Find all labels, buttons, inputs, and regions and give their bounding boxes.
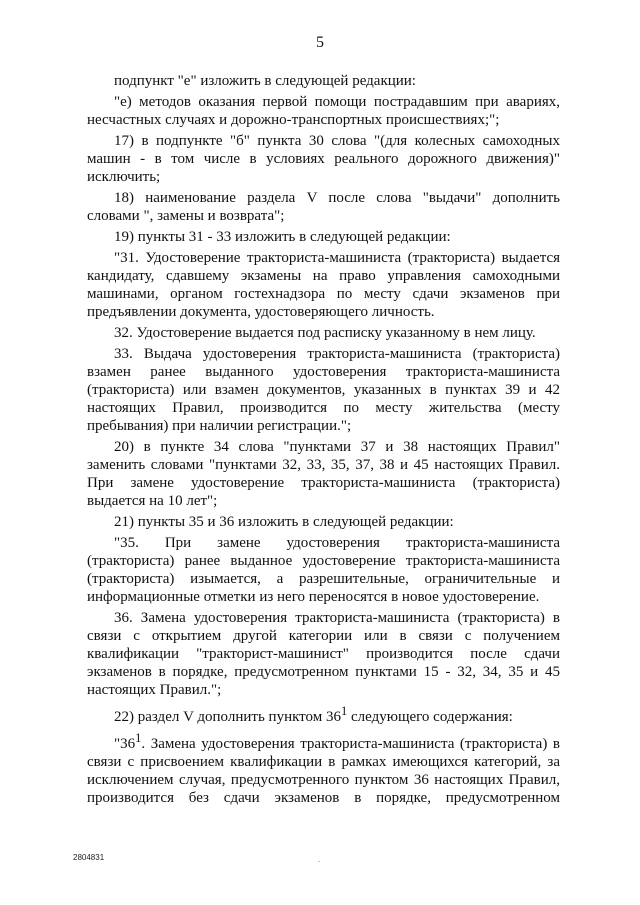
- paragraph-22: [87, 702, 560, 726]
- paragraph-36-1: [87, 729, 560, 807]
- paragraph: 33. Выдача удостоверения тракториста-машиниста (тракториста) взамен ранее выданного удостоверения тракториста-машиниста (тракториста) или взамен документов, указанных в пунктах 39 и 42 настоящих Правил, производится по месту жительства (месту пребывания) при наличии регистрации.";: [87, 346, 560, 434]
- paragraph: подпункт "е" изложить в следующей редакции:: [114, 73, 416, 89]
- paragraph-36-1-head: "36: [114, 736, 136, 752]
- paragraph: 19) пункты 31 - 33 изложить в следующей редакции:: [114, 229, 451, 245]
- paragraph-22-text: 22) раздел V дополнить пунктом 36: [114, 709, 341, 725]
- paragraph: 32. Удостоверение выдается под расписку указанному в нем лицу.: [114, 325, 536, 341]
- footer-mark: .: [318, 855, 320, 864]
- paragraph: "31. Удостоверение тракториста-машиниста (тракториста) выдается кандидату, сдавшему экзамены на право управления самоходными машинами, органом гостехнадзора по месту сдачи экзаменов при предъявлении документа, удостоверяющего личность.: [87, 250, 560, 320]
- paragraph-22-tail: следующего содержания:: [347, 709, 513, 725]
- paragraph: 20) в пункте 34 слова "пунктами 37 и 38 настоящих Правил" заменить словами "пунктами 32, 33, 35, 37, 38 и 45 настоящих Правил. При замене удостоверение тракториста-машиниста (тракториста) выдается на 10 лет";: [87, 439, 560, 509]
- paragraph: "е) методов оказания первой помощи пострадавшим при авариях, несчастных случаях и дорожно-транспортных происшествиях;";: [87, 94, 560, 128]
- paragraph: 36. Замена удостоверения тракториста-машиниста (тракториста) в связи с открытием другой категории или в связи с получением квалификации "тракторист-машинист" производится после сдачи экзаменов в порядке, предусмотренном пунктами 15 - 32, 34, 35 и 45 настоящих Правил.";: [87, 610, 560, 698]
- paragraph: 21) пункты 35 и 36 изложить в следующей редакции:: [114, 514, 454, 530]
- document-id: 2804831: [73, 853, 105, 862]
- page-number: 5: [316, 34, 324, 51]
- paragraph: 17) в подпункте "б" пункта 30 слова "(для колесных самоходных машин - в том числе в условиях реального дорожного движения)" исключить;: [87, 133, 560, 185]
- paragraph: "35. При замене удостоверения тракториста-машиниста (тракториста) ранее выданное удостоверение тракториста-машиниста (тракториста) изымается, а разрешительные, ограничительные и информационные отметки из него переносятся в новое удостоверение.: [87, 535, 560, 605]
- document-body: [87, 72, 560, 810]
- paragraph-36-1-text: . Замена удостоверения тракториста-машиниста (тракториста) в связи с присвоением квалификации в рамках имеющихся категорий, за исключением случая, предусмотренного пунктом 36 настоящих Правил, производится без сдачи экзаменов в порядке, предусмотренном: [87, 736, 560, 806]
- superscript: 1: [341, 704, 348, 718]
- superscript: 1: [135, 731, 142, 745]
- paragraph: 18) наименование раздела V после слова "выдачи" дополнить словами ", замены и возврата";: [87, 190, 560, 224]
